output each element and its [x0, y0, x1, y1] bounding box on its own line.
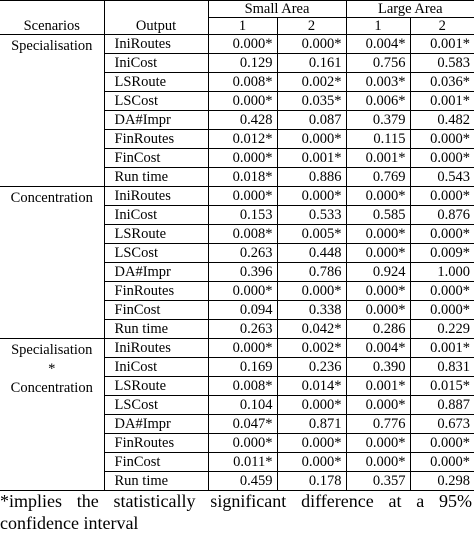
value-cell: 0.035*	[277, 92, 346, 111]
value-cell: 0.887	[410, 396, 474, 415]
value-cell: 0.776	[346, 415, 410, 434]
value-cell: 0.129	[208, 54, 277, 73]
value-cell: 0.001*	[277, 149, 346, 168]
output-cell: Run time	[104, 168, 208, 187]
value-cell: 0.379	[346, 111, 410, 130]
value-cell: 0.000*	[410, 301, 474, 320]
value-cell: 0.298	[410, 472, 474, 491]
scenario-label-line: *	[48, 361, 56, 377]
value-cell: 0.338	[277, 301, 346, 320]
value-cell: 0.002*	[277, 339, 346, 358]
value-cell: 0.104	[208, 396, 277, 415]
value-cell: 0.001*	[346, 377, 410, 396]
value-cell: 0.018*	[208, 168, 277, 187]
value-cell: 0.153	[208, 206, 277, 225]
output-cell: LSRoute	[104, 73, 208, 92]
output-cell: FinRoutes	[104, 282, 208, 301]
value-cell: 0.169	[208, 358, 277, 377]
value-cell: 0.000*	[410, 187, 474, 206]
header-row-groups	[0, 1, 474, 18]
value-cell: 0.000*	[208, 339, 277, 358]
output-header: Output	[104, 18, 208, 35]
value-cell: 0.002*	[277, 73, 346, 92]
value-cell: 0.769	[346, 168, 410, 187]
value-cell: 0.000*	[277, 282, 346, 301]
value-cell: 0.178	[277, 472, 346, 491]
small-area-header: Small Area	[208, 1, 346, 18]
value-cell: 0.263	[208, 244, 277, 263]
value-cell: 0.000*	[346, 453, 410, 472]
value-cell: 0.087	[277, 111, 346, 130]
value-cell: 0.115	[346, 130, 410, 149]
output-cell: DA#Impr	[104, 415, 208, 434]
value-cell: 0.000*	[346, 225, 410, 244]
table-row	[0, 35, 474, 54]
value-cell: 0.286	[346, 320, 410, 339]
value-cell: 0.236	[277, 358, 346, 377]
value-cell: 0.585	[346, 206, 410, 225]
footnote: *implies the statistically significant difference at a 95% confidence interval	[0, 491, 472, 533]
value-cell: 0.000*	[346, 187, 410, 206]
value-cell: 0.004*	[346, 339, 410, 358]
value-cell: 0.001*	[346, 149, 410, 168]
value-cell: 0.001*	[410, 339, 474, 358]
value-cell: 0.924	[346, 263, 410, 282]
subcol-small-1: 1	[208, 18, 277, 35]
value-cell: 0.000*	[208, 92, 277, 111]
value-cell: 0.006*	[346, 92, 410, 111]
header-row-columns	[0, 18, 474, 35]
value-cell: 0.533	[277, 206, 346, 225]
value-cell: 0.000*	[277, 130, 346, 149]
scenarios-header: Scenarios	[0, 18, 104, 35]
output-cell: FinCost	[104, 301, 208, 320]
value-cell: 1.000	[410, 263, 474, 282]
value-cell: 0.876	[410, 206, 474, 225]
value-cell: 0.008*	[208, 225, 277, 244]
value-cell: 0.263	[208, 320, 277, 339]
value-cell: 0.003*	[346, 73, 410, 92]
output-cell: IniCost	[104, 54, 208, 73]
value-cell: 0.831	[410, 358, 474, 377]
value-cell: 0.459	[208, 472, 277, 491]
table-row	[0, 339, 474, 358]
output-cell: LSRoute	[104, 377, 208, 396]
value-cell: 0.000*	[346, 434, 410, 453]
subcol-small-2: 2	[277, 18, 346, 35]
output-cell: IniRoutes	[104, 339, 208, 358]
value-cell: 0.000*	[208, 434, 277, 453]
value-cell: 0.886	[277, 168, 346, 187]
value-cell: 0.008*	[208, 73, 277, 92]
value-cell: 0.008*	[208, 377, 277, 396]
value-cell: 0.756	[346, 54, 410, 73]
output-cell: LSRoute	[104, 225, 208, 244]
value-cell: 0.015*	[410, 377, 474, 396]
output-header-top	[104, 1, 208, 18]
output-cell: IniRoutes	[104, 187, 208, 206]
value-cell: 0.011*	[208, 453, 277, 472]
value-cell: 0.871	[277, 415, 346, 434]
output-cell: FinCost	[104, 149, 208, 168]
value-cell: 0.000*	[208, 35, 277, 54]
value-cell: 0.000*	[346, 244, 410, 263]
output-cell: Run time	[104, 472, 208, 491]
output-cell: IniCost	[104, 358, 208, 377]
value-cell: 0.543	[410, 168, 474, 187]
value-cell: 0.047*	[208, 415, 277, 434]
value-cell: 0.357	[346, 472, 410, 491]
value-cell: 0.001*	[410, 92, 474, 111]
value-cell: 0.000*	[410, 130, 474, 149]
value-cell: 0.000*	[410, 434, 474, 453]
scenario-label-line: Concentration	[10, 380, 93, 396]
value-cell: 0.000*	[277, 187, 346, 206]
value-cell: 0.000*	[208, 149, 277, 168]
value-cell: 0.390	[346, 358, 410, 377]
value-cell: 0.583	[410, 54, 474, 73]
value-cell: 0.000*	[346, 396, 410, 415]
value-cell: 0.396	[208, 263, 277, 282]
value-cell: 0.000*	[208, 187, 277, 206]
value-cell: 0.000*	[208, 282, 277, 301]
output-cell: LSCost	[104, 396, 208, 415]
output-cell: FinRoutes	[104, 434, 208, 453]
value-cell: 0.673	[410, 415, 474, 434]
value-cell: 0.000*	[410, 282, 474, 301]
scenario-cell	[0, 339, 104, 491]
output-cell: IniCost	[104, 206, 208, 225]
value-cell: 0.000*	[346, 282, 410, 301]
value-cell: 0.014*	[277, 377, 346, 396]
scenario-cell: Specialisation	[0, 35, 104, 187]
value-cell: 0.000*	[346, 301, 410, 320]
scenario-cell: Concentration	[0, 187, 104, 339]
output-cell: DA#Impr	[104, 263, 208, 282]
output-cell: FinCost	[104, 453, 208, 472]
output-cell: FinRoutes	[104, 130, 208, 149]
output-cell: DA#Impr	[104, 111, 208, 130]
value-cell: 0.012*	[208, 130, 277, 149]
value-cell: 0.005*	[277, 225, 346, 244]
output-cell: LSCost	[104, 92, 208, 111]
value-cell: 0.161	[277, 54, 346, 73]
scenarios-header-top	[0, 1, 104, 18]
value-cell: 0.001*	[410, 35, 474, 54]
table-row	[0, 187, 474, 206]
subcol-large-2: 2	[410, 18, 474, 35]
value-cell: 0.000*	[277, 453, 346, 472]
value-cell: 0.004*	[346, 35, 410, 54]
value-cell: 0.000*	[410, 225, 474, 244]
results-table-body	[0, 1, 474, 491]
value-cell: 0.000*	[277, 35, 346, 54]
output-cell: LSCost	[104, 244, 208, 263]
value-cell: 0.786	[277, 263, 346, 282]
value-cell: 0.094	[208, 301, 277, 320]
value-cell: 0.000*	[410, 453, 474, 472]
value-cell: 0.000*	[277, 434, 346, 453]
value-cell: 0.000*	[410, 149, 474, 168]
value-cell: 0.229	[410, 320, 474, 339]
value-cell: 0.009*	[410, 244, 474, 263]
value-cell: 0.482	[410, 111, 474, 130]
value-cell: 0.448	[277, 244, 346, 263]
large-area-header: Large Area	[346, 1, 474, 18]
value-cell: 0.428	[208, 111, 277, 130]
subcol-large-1: 1	[346, 18, 410, 35]
output-cell: IniRoutes	[104, 35, 208, 54]
value-cell: 0.042*	[277, 320, 346, 339]
value-cell: 0.036*	[410, 73, 474, 92]
output-cell: Run time	[104, 320, 208, 339]
scenario-label-line: Specialisation	[11, 342, 93, 358]
value-cell: 0.000*	[277, 396, 346, 415]
